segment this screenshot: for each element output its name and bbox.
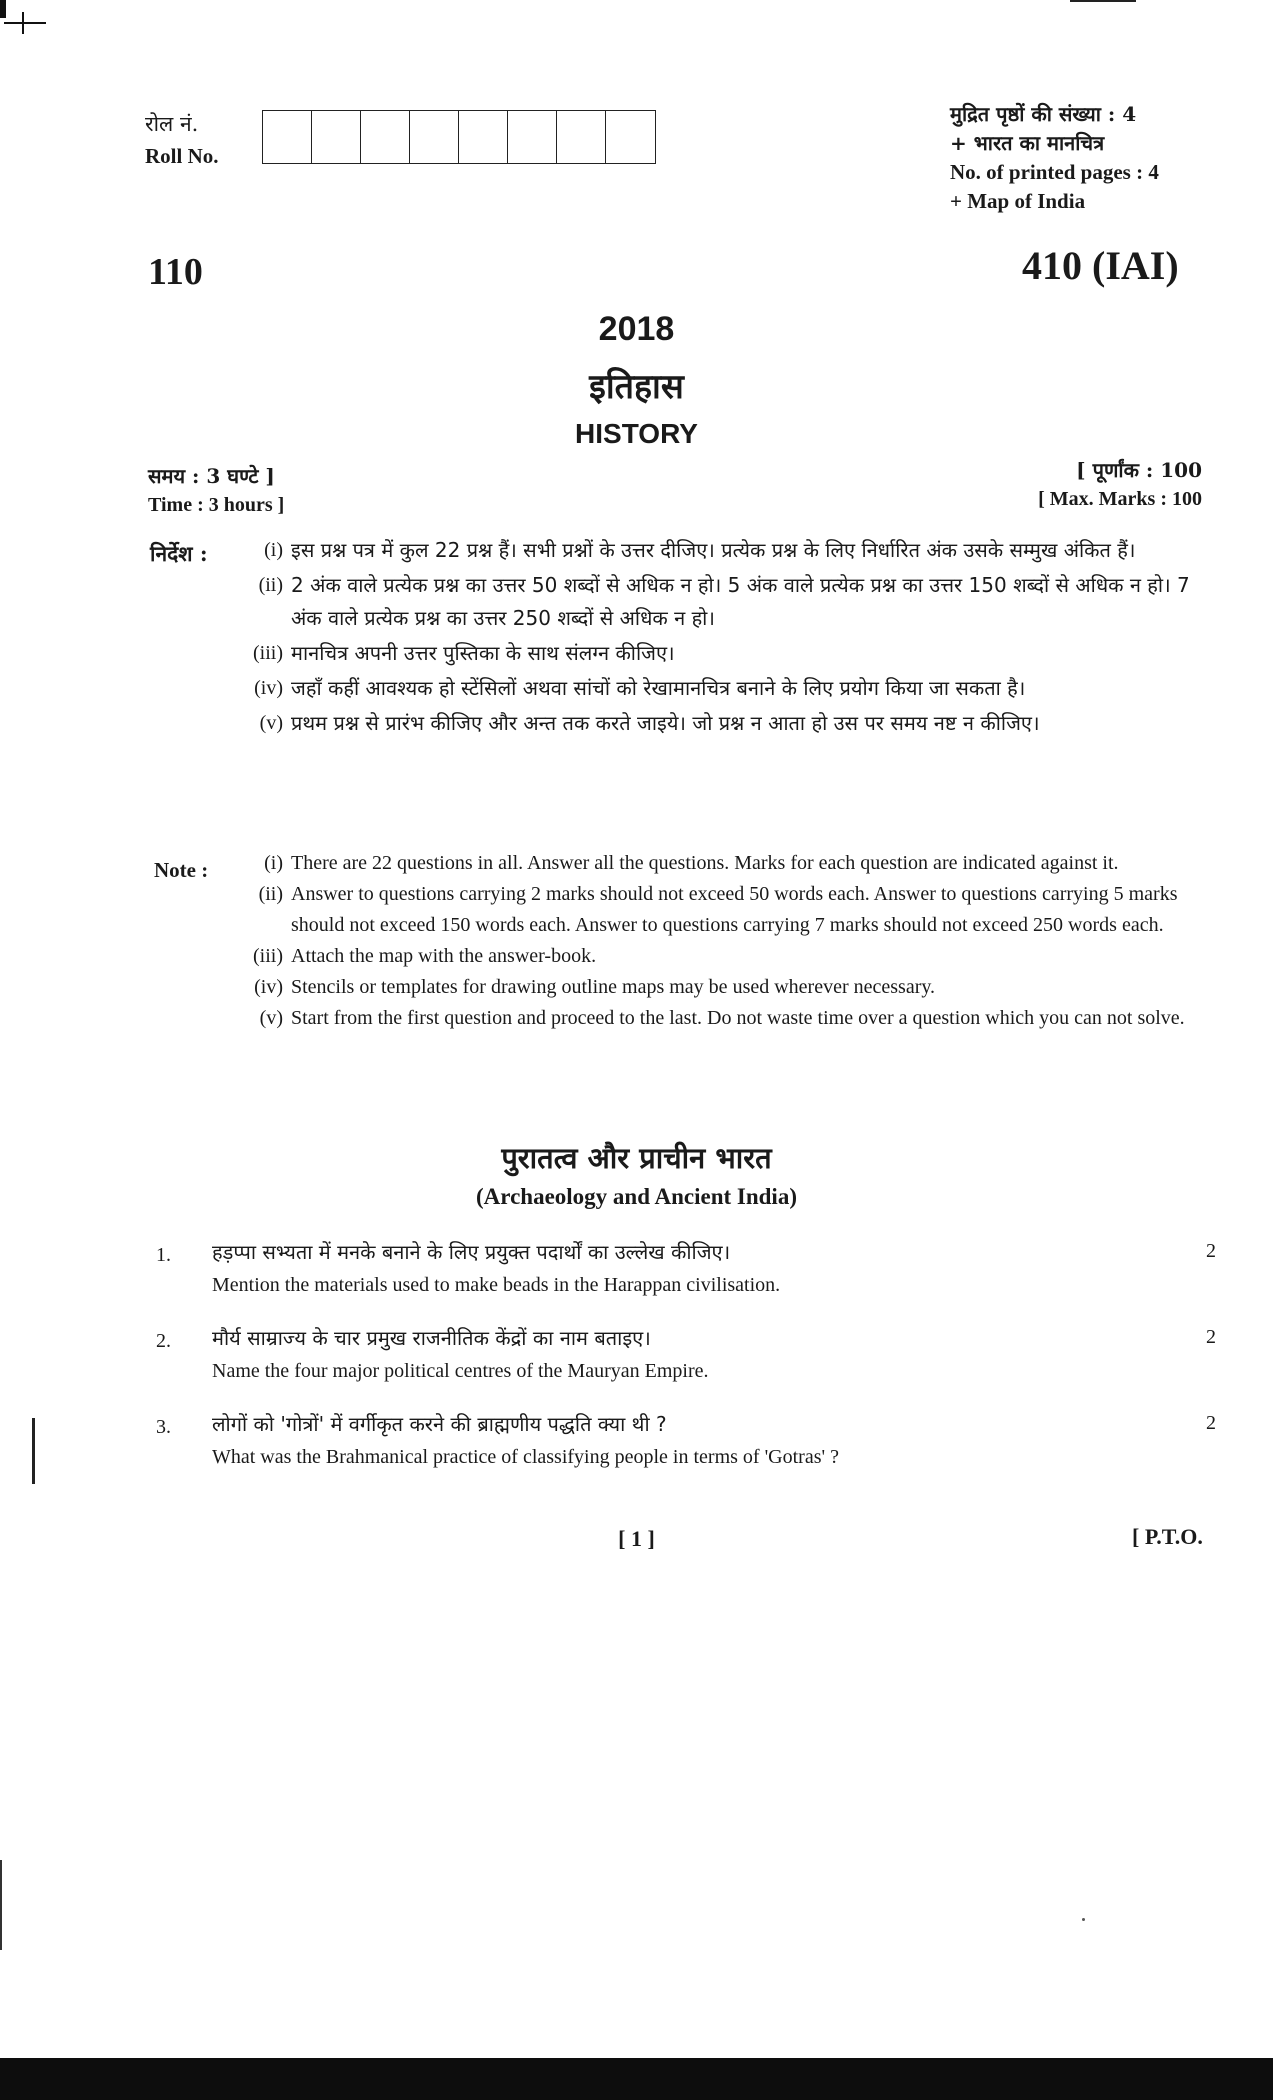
- roll-digit-box: [606, 111, 655, 163]
- time-allowed: [148, 462, 284, 520]
- instruction-number: (i): [264, 539, 283, 561]
- roll-label-english: Roll No.: [145, 144, 219, 168]
- subject-title-english: HISTORY: [575, 418, 698, 449]
- note-number: (iv): [254, 976, 283, 998]
- note-number: (i): [264, 852, 283, 874]
- scan-crop-mark: [22, 12, 24, 34]
- scan-edge-mark: [0, 0, 6, 18]
- note-text: Attach the map with the answer-book.: [291, 945, 597, 967]
- marks-english: [ Max. Marks : 100: [1038, 488, 1202, 510]
- instruction-text: 2 अंक वाले प्रत्येक प्रश्न का उत्तर 50 शब्दों से अधिक न हो। 5 अंक वाले प्रत्येक प्रश्न का उत्तर 150 शब्दों से अधिक न हो। 7 अंक वाले प्रत्येक प्रश्न का उत्तर 250 शब्दों से अधिक न हो।: [291, 573, 1190, 630]
- note-text: There are 22 questions in all. Answer all the questions. Marks for each question are indicated against it.: [291, 852, 1119, 874]
- printed-pages-info: [950, 100, 1159, 216]
- question-marks: 2: [1206, 1326, 1216, 1348]
- pages-count-english: No. of printed pages : 4: [950, 160, 1159, 184]
- note-text: Answer to questions carrying 2 marks should not exceed 50 words each. Answer to questions carrying 5 marks should not exceed 150 words each. Answer to questions carrying 7 marks should not exceed 250 words each.: [291, 883, 1178, 936]
- scan-dot: [1082, 1918, 1085, 1921]
- instruction-item: [245, 672, 1210, 705]
- instruction-number: (iii): [253, 642, 283, 664]
- question-item: [156, 1320, 1216, 1386]
- note-text: Start from the first question and proceed to the last. Do not waste time over a question which you can not solve.: [291, 1007, 1185, 1029]
- paper-serial-code: 110: [148, 251, 203, 293]
- note-text: Stencils or templates for drawing outline maps may be used wherever necessary.: [291, 976, 936, 998]
- map-note-english: + Map of India: [950, 189, 1086, 213]
- time-english: Time : 3 hours ]: [148, 494, 285, 516]
- roll-digit-box: [361, 111, 410, 163]
- instruction-number: (ii): [258, 574, 283, 596]
- question-body: [212, 1234, 1156, 1300]
- note-number: (v): [259, 1007, 283, 1029]
- subject-title-hindi: इतिहास: [589, 367, 684, 407]
- scan-line-mark: [1070, 0, 1136, 2]
- instructions-label-hindi: निर्देश :: [150, 541, 208, 566]
- section-title-hindi: पुरातत्व और प्राचीन भारत: [501, 1141, 772, 1175]
- question-list: [156, 1234, 1216, 1492]
- scan-crop-mark: [4, 22, 46, 24]
- note-item: [245, 879, 1213, 941]
- map-note-hindi: + भारत का मानचित्र: [950, 131, 1105, 155]
- question-text-english: Mention the materials used to make beads in the Harappan civilisation.: [212, 1274, 781, 1296]
- roll-digit-box: [263, 111, 312, 163]
- page-number: [ 1 ]: [618, 1526, 655, 1551]
- instruction-text: इस प्रश्न पत्र में कुल 22 प्रश्न हैं। सभी प्रश्नों के उत्तर दीजिए। प्रत्येक प्रश्न के लिए निर्धारित अंक उसके सम्मुख अंकित हैं।: [291, 538, 1136, 562]
- instructions-hindi: [245, 534, 1210, 740]
- note-item: [245, 1003, 1213, 1034]
- roll-digit-box: [459, 111, 508, 163]
- question-item: [156, 1406, 1216, 1472]
- roll-digit-box: [410, 111, 459, 163]
- section-title-english: (Archaeology and Ancient India): [476, 1184, 797, 1209]
- question-text-english: What was the Brahmanical practice of classifying people in terms of 'Gotras' ?: [212, 1446, 839, 1468]
- note-number: (ii): [258, 883, 283, 905]
- roll-number-boxes: [262, 110, 656, 164]
- instruction-item: [245, 534, 1210, 567]
- instruction-text: प्रथम प्रश्न से प्रारंभ कीजिए और अन्त तक करते जाइये। जो प्रश्न न आता हो उस पर समय नष्ट न कीजिए।: [291, 711, 1040, 735]
- marks-hindi: [ पूर्णांक : 100: [1076, 458, 1202, 482]
- max-marks: [990, 456, 1202, 514]
- roll-label-hindi: रोल नं.: [145, 112, 199, 136]
- question-number: 3.: [156, 1416, 171, 1438]
- pages-count-hindi: मुद्रित पृष्ठों की संख्या : 4: [950, 102, 1137, 126]
- paper-subject-code: 410 (IAI): [1022, 243, 1179, 288]
- time-hindi: समय : 3 घण्टे ]: [148, 464, 275, 488]
- instruction-text: जहाँ कहीं आवश्यक हो स्टेंसिलों अथवा सांचों को रेखामानचित्र बनाने के लिए प्रयोग किया जा सकता है।: [291, 676, 1026, 700]
- roll-digit-box: [312, 111, 361, 163]
- scan-margin-mark: [32, 1418, 35, 1484]
- exam-year: 2018: [598, 310, 675, 348]
- note-item: [245, 972, 1213, 1003]
- question-text-hindi: मौर्य साम्राज्य के चार प्रमुख राजनीतिक केंद्रों का नाम बताइए।: [212, 1326, 651, 1350]
- instruction-item: [245, 707, 1210, 740]
- question-body: [212, 1406, 1156, 1472]
- question-number: 1.: [156, 1244, 171, 1266]
- scan-margin-mark: [0, 1860, 2, 1950]
- scan-bottom-band: [0, 2058, 1273, 2100]
- question-text-english: Name the four major political centres of the Mauryan Empire.: [212, 1360, 709, 1382]
- instruction-number: (iv): [254, 677, 283, 699]
- question-number: 2.: [156, 1330, 171, 1352]
- question-body: [212, 1320, 1156, 1386]
- note-item: [245, 941, 1213, 972]
- please-turn-over: [ P.T.O.: [1132, 1524, 1203, 1549]
- note-item: [245, 848, 1213, 879]
- roll-digit-box: [508, 111, 557, 163]
- instruction-text: मानचित्र अपनी उत्तर पुस्तिका के साथ संलग्न कीजिए।: [291, 641, 675, 665]
- question-text-hindi: लोगों को 'गोत्रों' में वर्गीकृत करने की ब्राह्मणीय पद्धति क्या थी ?: [212, 1412, 667, 1436]
- instruction-item: [245, 637, 1210, 670]
- question-item: [156, 1234, 1216, 1300]
- instruction-number: (v): [259, 712, 283, 734]
- roll-number-label: [145, 108, 219, 172]
- question-text-hindi: हड़प्पा सभ्यता में मनके बनाने के लिए प्रयुक्त पदार्थों का उल्लेख कीजिए।: [212, 1240, 731, 1264]
- note-number: (iii): [253, 945, 283, 967]
- question-marks: 2: [1206, 1240, 1216, 1262]
- question-marks: 2: [1206, 1412, 1216, 1434]
- instructions-english: [245, 848, 1213, 1034]
- note-label-english: Note :: [154, 858, 209, 882]
- instruction-item: [245, 569, 1210, 635]
- roll-digit-box: [557, 111, 606, 163]
